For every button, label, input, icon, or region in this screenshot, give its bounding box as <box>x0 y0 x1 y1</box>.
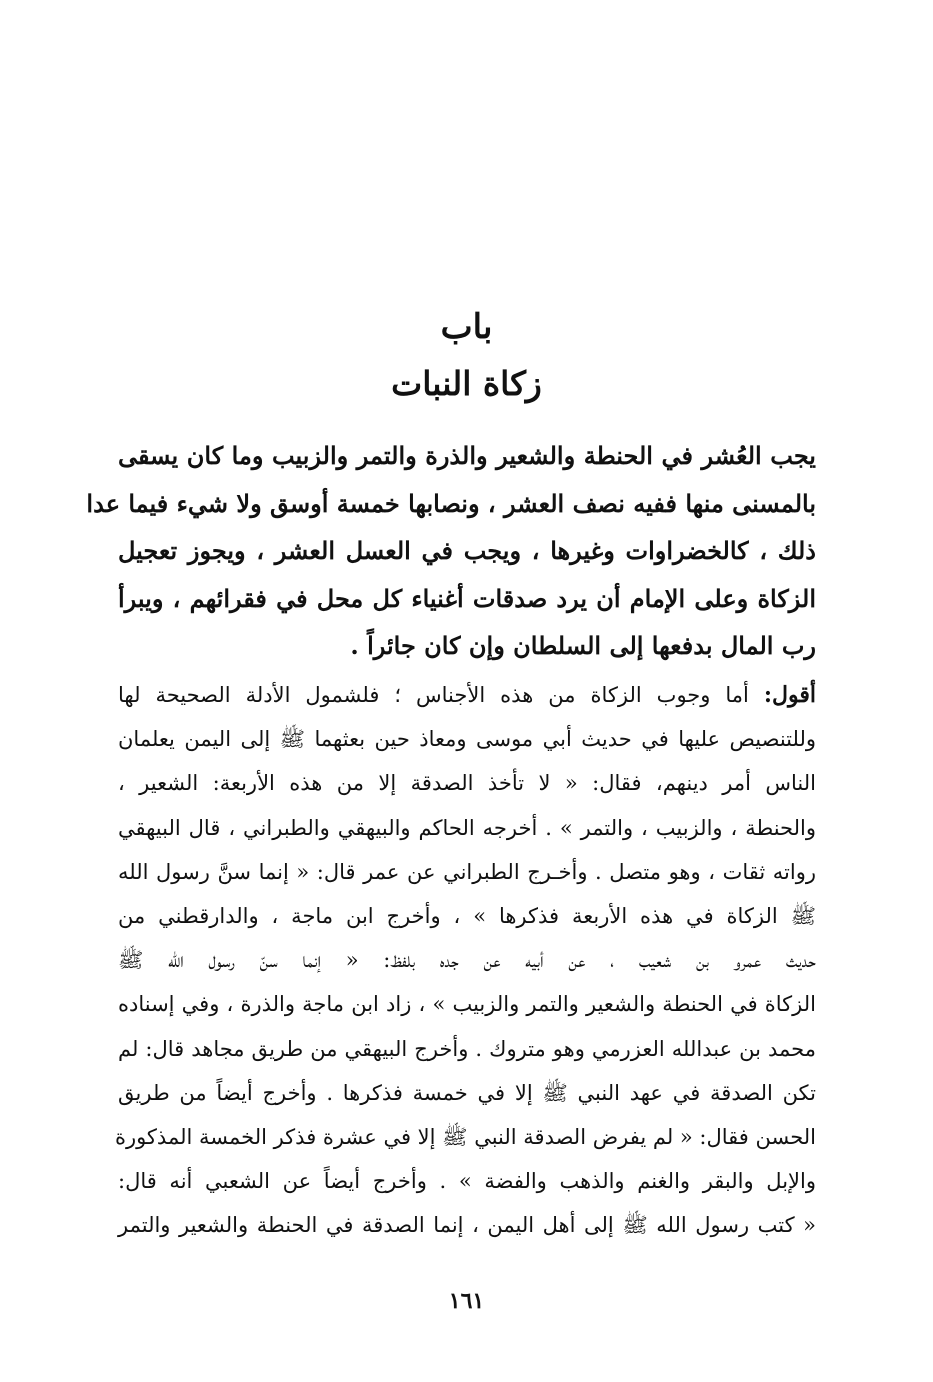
main-text-line: بالمسنى منها ففيه نصف العشر ، ونصابها خمسة أوسق ولا شيء فيما عدا <box>86 488 816 518</box>
commentary-line: الزكاة في الحنطة والشعير والتمر والزبيب » ، زاد ابن ماجة والذرة ، وفي إسناده <box>118 992 816 1017</box>
commentary-line: ﷺ الزكاة في هذه الأربعة فذكرها » ، وأخرج ابن ماجة ، والدارقطني من <box>118 904 816 929</box>
commentary-line <box>118 673 816 717</box>
main-text-line: ذلك ، كالخضراوات وغيرها ، ويجب في العسل العشر ، ويجوز تعجيل <box>118 536 816 565</box>
main-text <box>86 432 816 670</box>
commentary-first-line-text: أما وجوب الزكاة من هذه الأجناس ؛ فلشمول الأدلة الصحيحة لها <box>118 683 749 707</box>
main-text-line: يجب العُشر في الحنطة والشعير والذرة والتمر والزبيب وما كان يسقى <box>118 441 816 470</box>
commentary-line: رواته ثقات ، وهو متصل . وأخـرج الطبراني عن عمر قال: « إنما سنَّ رسول الله <box>118 859 816 884</box>
commentary-line: الحسن فقال: « لم يفرض الصدقة النبي ﷺ إلا في عشرة فذكر الخمسة المذكورة <box>114 1125 816 1150</box>
main-text-line: الزكاة وعلى الإمام أن يرد صدقات أغنياء كل محل في فقرائهم ، ويبرأ <box>118 583 816 613</box>
commentary-line: والإبل والبقر والغنم والذهب والفضة » . وأخرج أيضاً عن الشعبي أنه قال: <box>118 1169 816 1194</box>
commentary-line: محمد بن عبدالله العزرمي وهو متروك . وأخرج البيهقي من طريق مجاهد قال: لم <box>118 1036 816 1061</box>
chapter-title: زكاة النبات <box>391 364 542 403</box>
commentary-line: « كتب رسول الله ﷺ إلى أهل اليمن ، إنما الصدقة في الحنطة والشعير والتمر <box>118 1213 816 1238</box>
commentary-line: تكن الصدقة في عهد النبي ﷺ إلا في خمسة فذكرها . وأخرج أيضاً من طريق <box>118 1080 816 1105</box>
commentary-line: والحنطة ، والزبيب ، والتمر » . أخرجه الحاكم والبيهقي والطبراني ، قال البيهقي <box>118 815 816 840</box>
commentary-line: حديث عمرو بن شعيب ، عن أبيه عن جده بلفظ: « إنما سنّ رسول الله ﷺ <box>118 948 816 973</box>
commentary-line: الناس أمر دينهم، فقال: « لا تأخذ الصدقة إلا من هذه الأربعة: الشعير ، <box>118 771 816 796</box>
main-text-line: رب المال بدفعها إلى السلطان وإن كان جائراً . <box>350 631 816 660</box>
commentary-line: وللتنصيص عليها في حديث أبي موسى ومعاذ حين بعثهما ﷺ إلى اليمن يعلمان <box>118 727 816 752</box>
chapter-label: باب <box>440 307 493 347</box>
commentary <box>114 673 816 1248</box>
commentary-lead: أقول: <box>763 682 816 708</box>
page-number: ١٦١ <box>448 1288 485 1314</box>
